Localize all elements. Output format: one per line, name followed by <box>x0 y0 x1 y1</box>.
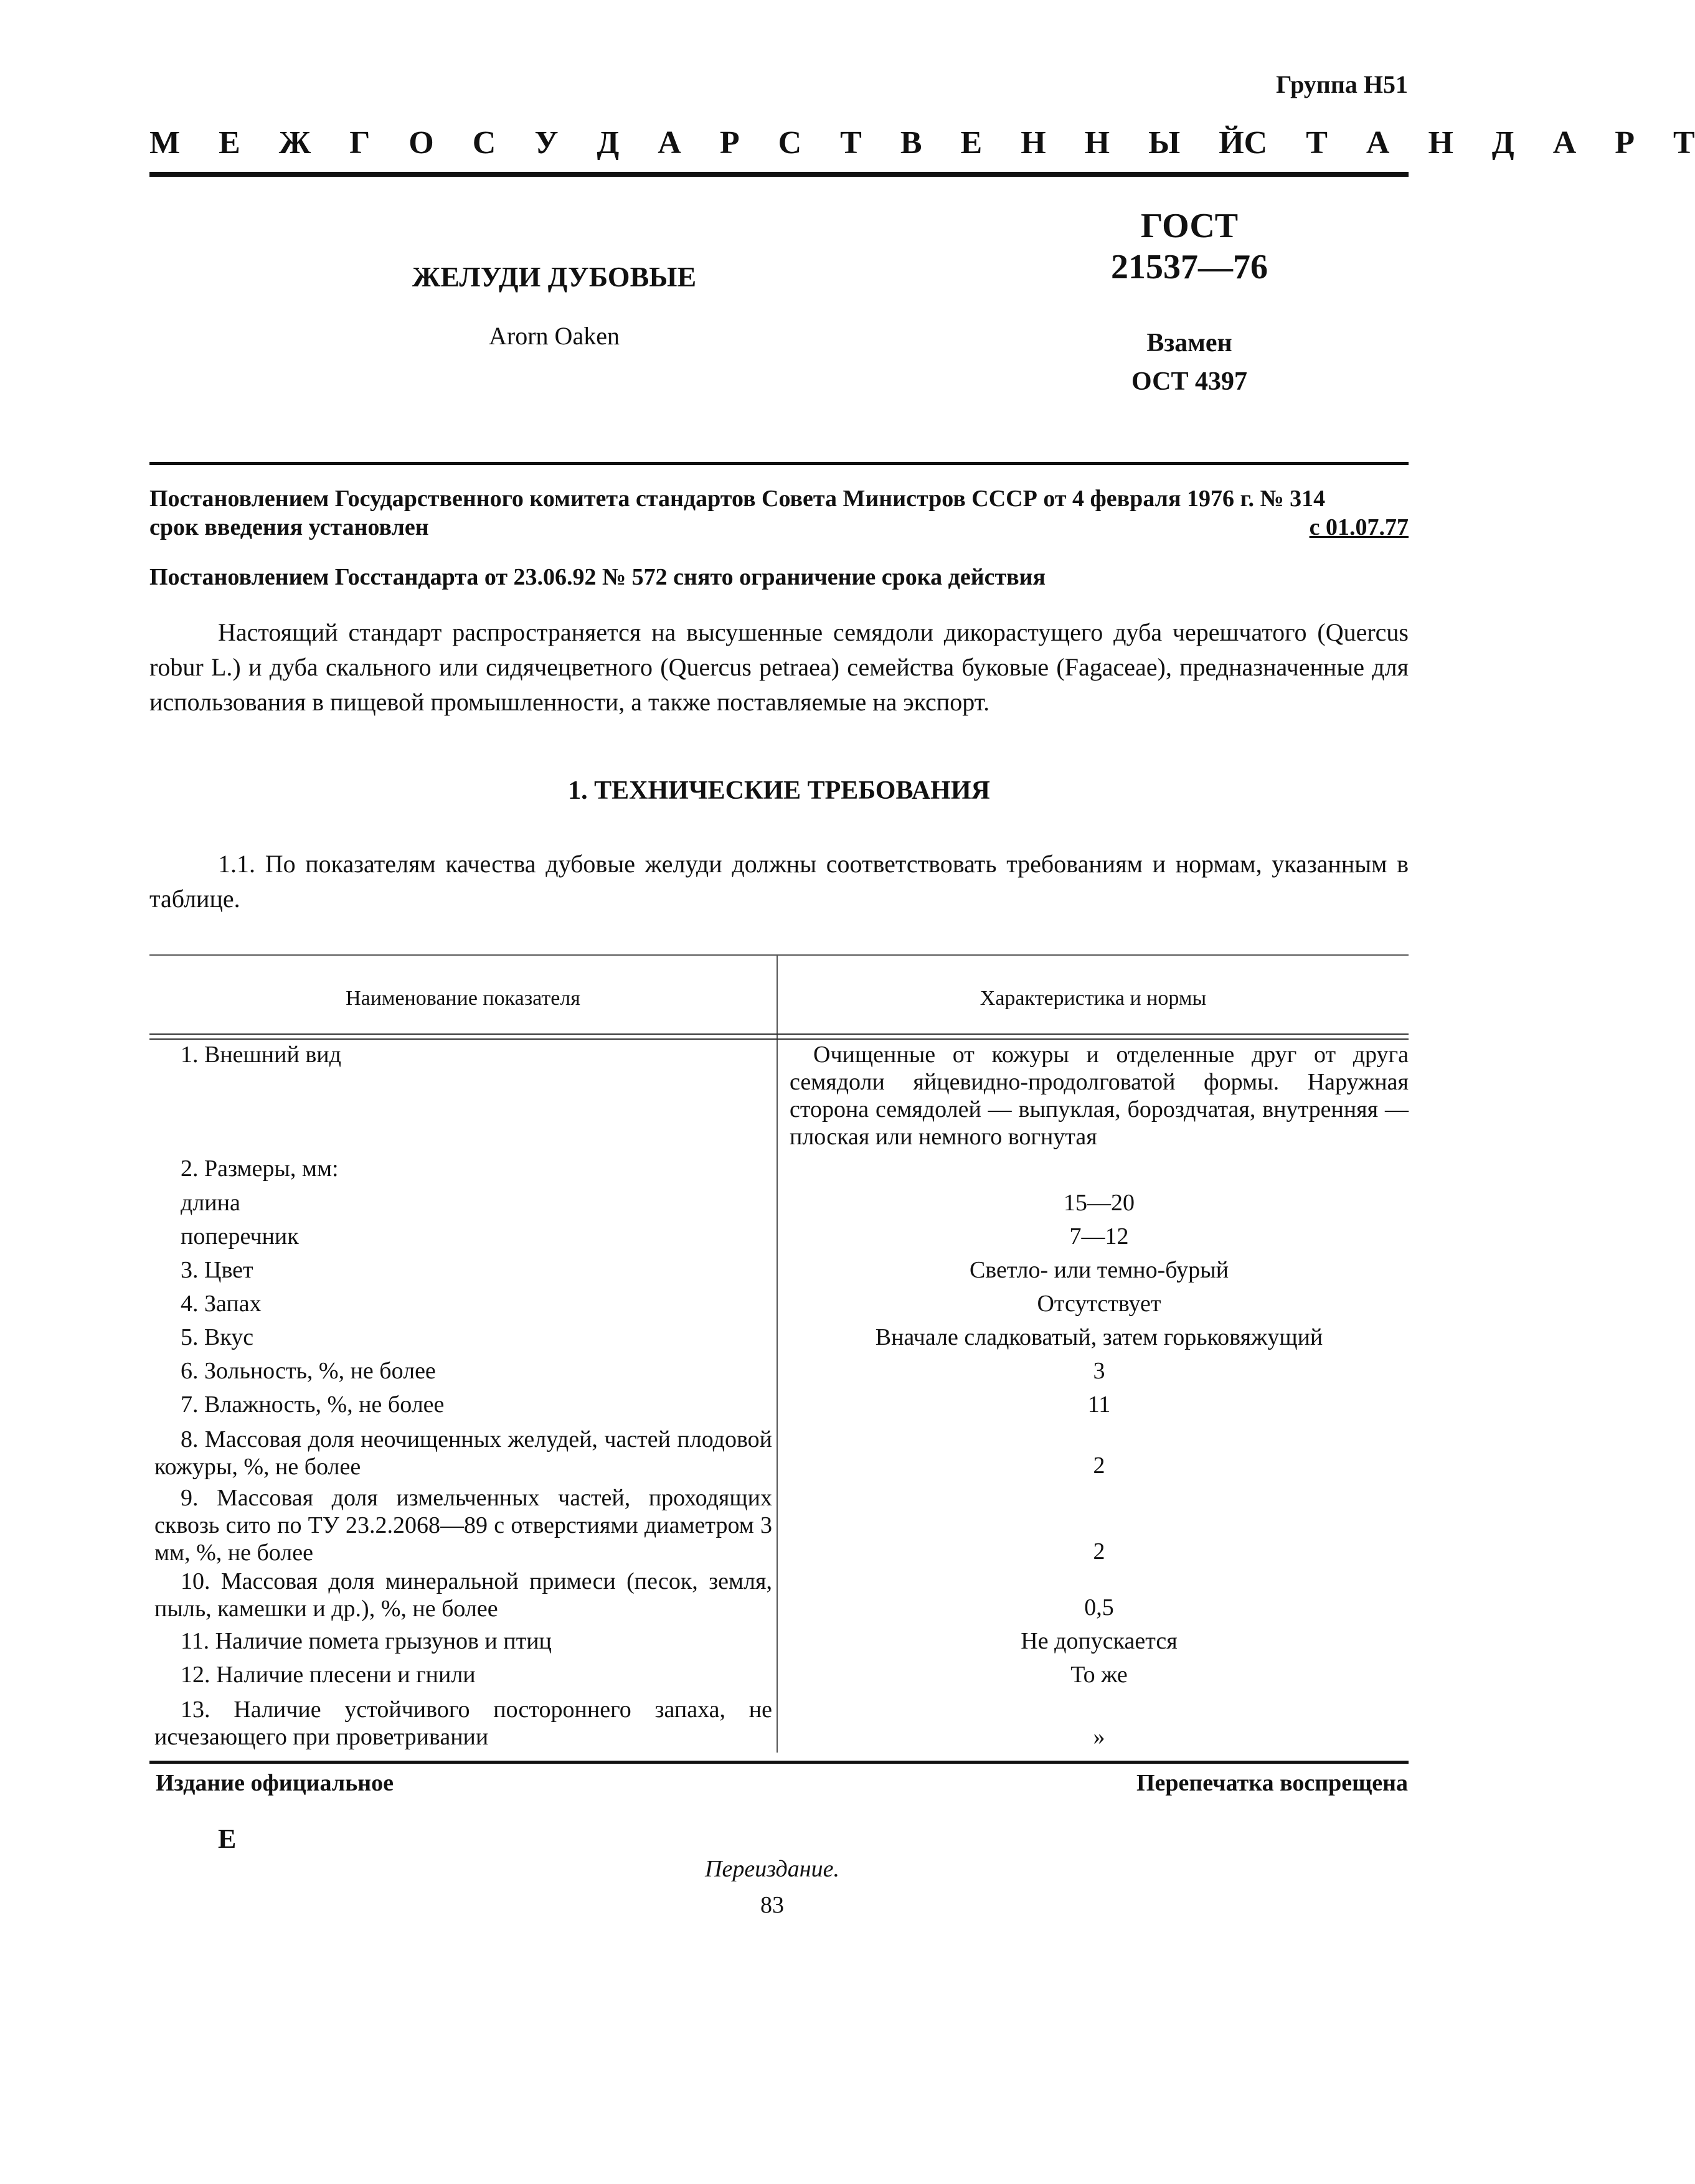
table-row-norm: 2 <box>1093 1538 1105 1565</box>
decree-line-2: срок введения установлен <box>149 514 429 540</box>
heading-letter: Е <box>960 125 983 161</box>
gost-label: ГОСТ <box>1140 207 1239 245</box>
table-header-indicator: Наименование показателя <box>346 987 580 1010</box>
reprint-prohibited: Перепечатка воспрещена <box>1136 1770 1408 1796</box>
standard-type-word-1 <box>149 125 1244 161</box>
heading-letter: Д <box>1491 125 1514 161</box>
heading-letter: А <box>1366 125 1390 161</box>
table-row-indicator: 6. Зольность, %, не более <box>181 1358 436 1384</box>
table-row-indicator: длина <box>181 1190 240 1216</box>
table-row-norm: То же <box>1070 1662 1128 1688</box>
heading-letter: А <box>658 125 681 161</box>
replaces-block <box>1034 324 1345 401</box>
table-row-norm: 7—12 <box>1069 1223 1129 1250</box>
table-row-norm: 3 <box>1093 1358 1105 1384</box>
heading-letter: М <box>149 125 181 161</box>
table-row-indicator: 9. Массовая доля измельченных частей, проходящих сквозь сито по ТУ 23.2.2068—89 с отверстиями диаметром 3 мм, %, не более <box>154 1485 772 1566</box>
replaces-code: ОСТ 4397 <box>1131 367 1248 396</box>
document-title: ЖЕЛУДИ ДУБОВЫЕ <box>412 261 697 293</box>
document-title-english: Arorn Oaken <box>489 322 620 350</box>
page-number: 83 <box>760 1892 784 1918</box>
group-code: Группа Н51 <box>1276 70 1408 98</box>
heading-letter: Н <box>1084 125 1110 161</box>
table-header-norms: Характеристика и нормы <box>980 987 1207 1010</box>
table-row-indicator: 11. Наличие помета грызунов и птиц <box>181 1628 552 1654</box>
heading-letter: Т <box>1673 125 1695 161</box>
heading-letter: Н <box>1021 125 1046 161</box>
edition-mark: E <box>218 1824 237 1854</box>
heading-letter: Р <box>1615 125 1635 161</box>
decree-line-3: Постановлением Госстандарта от 23.06.92 № 572 снято ограничение срока действия <box>149 564 1046 590</box>
heading-letter: С <box>472 125 496 161</box>
heading-letter: В <box>900 125 922 161</box>
table-row-norm: Очищенные от кожуры и отделенные друг от друга семядоли яйцевидно-продолговатой формы. Наружная сторона семядолей — выпуклая, бороздчатая, внутренняя — плоская или немного вогнутая <box>790 1042 1409 1150</box>
table-row-indicator: 7. Влажность, %, не более <box>181 1391 445 1418</box>
section-heading: 1. ТЕХНИЧЕСКИЕ ТРЕБОВАНИЯ <box>568 776 990 805</box>
table-row-indicator: 13. Наличие устойчивого постороннего запаха, не исчезающего при проветривании <box>154 1697 772 1750</box>
gost-code: 21537—76 <box>1111 248 1268 286</box>
table-row-indicator: 2. Размеры, мм: <box>181 1156 339 1182</box>
header-rule <box>149 172 1409 177</box>
heading-letter: Т <box>840 125 862 161</box>
table-top-rule <box>149 954 1409 956</box>
standard-type-word-2 <box>1244 125 1695 161</box>
heading-letter: О <box>408 125 434 161</box>
table-row-indicator: 3. Цвет <box>181 1257 253 1283</box>
table-row-indicator: 10. Массовая доля минеральной примеси (песок, земля, пыль, камешки и др.), %, не более <box>154 1568 772 1622</box>
official-edition: Издание официальное <box>156 1770 394 1796</box>
table-row-norm: Не допускается <box>1021 1628 1178 1654</box>
effective-date: с 01.07.77 <box>1309 514 1409 540</box>
table-row-indicator: 8. Массовая доля неочищенных желудей, частей плодовой кожуры, %, не более <box>154 1426 772 1480</box>
table-row-indicator: 4. Запах <box>181 1291 262 1317</box>
heading-letter: Р <box>719 125 740 161</box>
heading-letter: Й <box>1219 125 1244 161</box>
table-row-norm: Светло- или темно-бурый <box>969 1257 1229 1283</box>
table-row-indicator: 5. Вкус <box>181 1324 254 1350</box>
heading-letter: Ы <box>1148 125 1181 161</box>
table-row-indicator: 1. Внешний вид <box>181 1042 341 1068</box>
table-row-norm: Отсутствует <box>1037 1291 1161 1317</box>
reissue-note: Переиздание. <box>705 1856 839 1882</box>
intro-paragraph: Настоящий стандарт распространяется на высушенные семядоли дикорастущего дуба черешчатого (Quercus robur L.) и дуба скального или сидячецветного (Quercus petraea) семейства буковые (Fagaceae), предназначенные для использования в пищевой промышленности, а также поставляемые на экспорт. <box>149 618 1409 716</box>
table-row-norm: 15—20 <box>1064 1190 1135 1216</box>
heading-letter: У <box>534 125 559 161</box>
heading-letter: С <box>778 125 802 161</box>
table-row-norm: 0,5 <box>1084 1594 1114 1621</box>
heading-letter: С <box>1244 125 1268 161</box>
table-row-indicator: 12. Наличие плесени и гнили <box>181 1662 476 1688</box>
decree-line-1: Постановлением Государственного комитета стандартов Совета Министров СССР от 4 февраля 1976 г. № 314 <box>149 486 1326 512</box>
replaces-label: Взамен <box>1146 329 1232 357</box>
table-row-norm: 11 <box>1087 1391 1111 1418</box>
heading-letter: Ж <box>278 125 311 161</box>
standard-type-heading <box>149 125 1695 161</box>
footer-rule <box>149 1761 1409 1764</box>
heading-letter: Г <box>349 125 371 161</box>
table-row-norm: 2 <box>1093 1452 1105 1479</box>
table-header-rule <box>149 1033 1409 1040</box>
table-row-norm: Вначале сладковатый, затем горьковяжущий <box>875 1324 1323 1350</box>
title-rule <box>149 462 1409 465</box>
heading-letter: Т <box>1306 125 1328 161</box>
gost-number <box>1034 205 1345 288</box>
heading-letter: Н <box>1428 125 1453 161</box>
heading-letter: Д <box>597 125 620 161</box>
table-column-divider <box>777 954 778 1753</box>
clause-1-1: 1.1. По показателям качества дубовые желуди должны соответствовать требованиям и нормам, указанным в таблице. <box>149 850 1409 913</box>
heading-letter: А <box>1552 125 1577 161</box>
table-row-indicator: поперечник <box>181 1223 299 1250</box>
decree-block <box>149 484 1409 542</box>
heading-letter: Е <box>219 125 240 161</box>
table-row-norm: » <box>1093 1724 1105 1750</box>
